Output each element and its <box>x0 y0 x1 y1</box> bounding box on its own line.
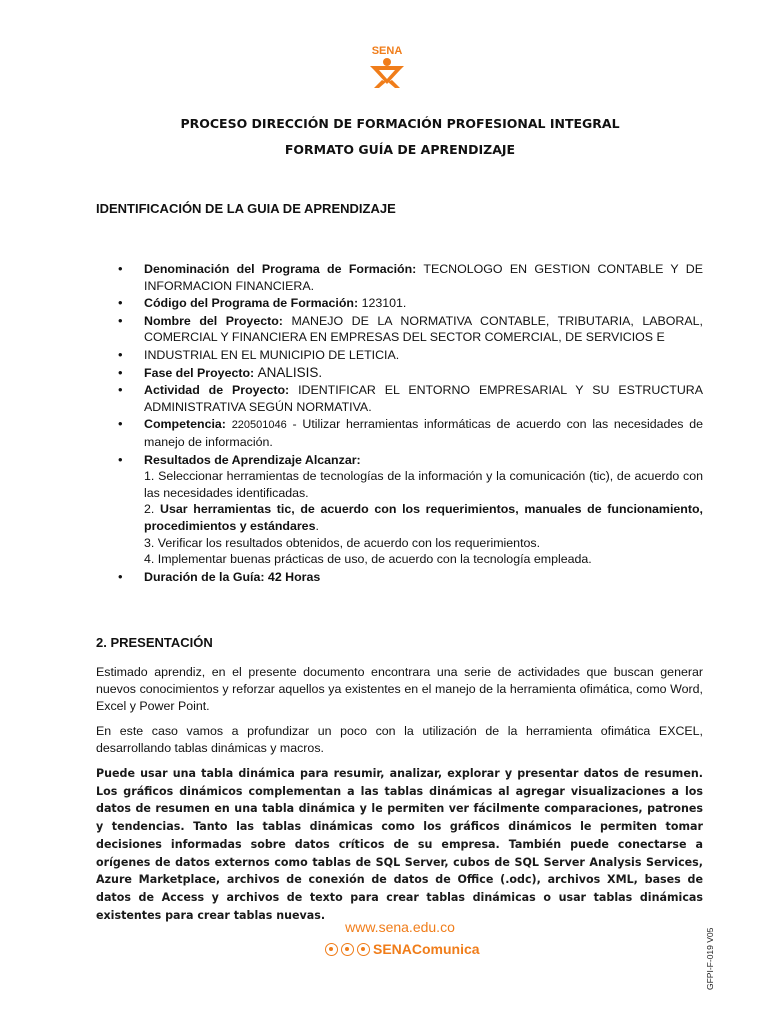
presentation-heading: 2. PRESENTACIÓN <box>96 635 213 650</box>
presentation-paragraph-1: Estimado aprendiz, en el presente documento encontrara una serie de actividades que buscan generar nuevos conocimientos y reforzar aquellos ya existentes en el manejo de la herramienta ofimática, como Word, Excel y Power Point. <box>96 665 703 713</box>
list-item-proyecto-cont <box>118 347 703 364</box>
sena-logo <box>362 40 412 90</box>
resultado-1: 1. Seleccionar herramientas de tecnologías de la información y la comunicación (tic), de acuerdo con las necesidades identificadas. <box>144 469 703 500</box>
list-item-competencia <box>118 416 703 450</box>
facebook-icon[interactable] <box>325 943 338 956</box>
resultado-2-text: Usar herramientas tic, de acuerdo con los requerimientos, manuales de funcionamiento, procedimientos y estándares <box>144 502 703 533</box>
competencia-code: 220501046 <box>231 419 287 432</box>
footer-social <box>325 939 480 959</box>
instagram-icon[interactable] <box>341 943 354 956</box>
presentation-paragraph-3: Puede usar una tabla dinámica para resumir, analizar, explorar y presentar datos de resumen. Los gráficos dinámicos complementan a las tablas dinámicas al agregar visualizaciones a los datos de resumen en una tabla dinámica y le permiten ver fácilmente comparaciones, patrones y tendencias. Tanto las tablas dinámicas como los gráficos dinámicos le permiten tomar decisiones informadas sobre datos críticos de su empresa. También puede conectarse a orígenes de datos externos como tablas de SQL Server, cubos de SQL Server Analysis Services, Azure Marketplace, archivos de conexión de datos de Office (.odc), archivos XML, bases de datos de Access y archivos de texto para crear tablas dinámicas o usar tablas dinámicas existentes para crear tablas nuevas. <box>96 767 703 922</box>
resultado-2-end: . <box>315 518 319 533</box>
proyecto-value-cont: INDUSTRIAL EN EL MUNICIPIO DE LETICIA. <box>144 347 400 362</box>
identification-heading: IDENTIFICACIÓN DE LA GUIA DE APRENDIZAJE <box>96 201 396 216</box>
social-handle: SENAComunica <box>373 941 480 957</box>
actividad-value: IDENTIFICAR EL ENTORNO EMPRESARIAL Y SU ESTRUCTURA ADMINISTRATIVA SEGÚN NORMATIVA. <box>144 383 703 414</box>
fase-value: ANALISIS. <box>257 364 323 380</box>
list-item-denominacion <box>118 261 703 294</box>
resultados-label: • Resultados de Aprendizaje Alcanzar: <box>144 452 361 467</box>
resultado-2 <box>144 501 703 534</box>
resultado-2-num: 2. <box>144 502 155 517</box>
presentation-paragraph-2: En este caso vamos a profundizar un poco con la utilización de la herramienta ofimática EXCEL, desarrollando tablas dinámicas y macros. <box>96 724 703 755</box>
codigo-label: Código del Programa de Formación: <box>144 296 359 311</box>
resultado-4: 4. Implementar buenas prácticas de uso, de acuerdo con la tecnología empleada. <box>144 552 592 567</box>
twitter-icon[interactable] <box>357 943 370 956</box>
competencia-value: - Utilizar herramientas informáticas de acuerdo con las necesidades de manejo de información. <box>144 417 703 449</box>
proyecto-label: Nombre del Proyecto: <box>144 313 283 328</box>
list-item-proyecto <box>118 313 703 346</box>
codigo-value: 123101. <box>361 296 407 311</box>
fase-label: Fase del Proyecto: <box>144 365 255 380</box>
list-item-resultados <box>118 452 703 568</box>
process-title: PROCESO DIRECCIÓN DE FORMACIÓN PROFESIONAL INTEGRAL <box>180 116 620 131</box>
list-item-fase <box>118 365 703 382</box>
format-title: FORMATO GUÍA DE APRENDIZAJE <box>284 142 516 157</box>
list-item-duracion <box>118 569 703 586</box>
duracion-text: Duración de la Guía: 42 Horas <box>144 569 321 584</box>
resultado-3: 3. Verificar los resultados obtenidos, de acuerdo con los requerimientos. <box>144 535 541 550</box>
document-code: GFPI-F-019 V05 <box>705 927 715 990</box>
proyecto-value: MANEJO DE LA NORMATIVA CONTABLE, TRIBUTARIA, LABORAL, COMERCIAL Y FINANCIERA EN EMPRESAS DEL SECTOR COMERCIAL, DE SERVICIOS E <box>144 313 703 345</box>
list-item-actividad <box>118 382 703 415</box>
denominacion-label: Denominación del Programa de Formación: <box>144 262 417 276</box>
competencia-label: Competencia: <box>144 417 226 432</box>
identification-list <box>118 261 703 586</box>
footer-url[interactable]: www.sena.edu.co <box>345 919 455 935</box>
logo-text: SENA <box>371 45 403 57</box>
denominacion-value: TECNOLOGO EN GESTION CONTABLE Y DE INFORMACION FINANCIERA. <box>144 262 703 293</box>
list-item-codigo <box>118 295 703 312</box>
actividad-label: Actividad de Proyecto: <box>144 383 290 398</box>
